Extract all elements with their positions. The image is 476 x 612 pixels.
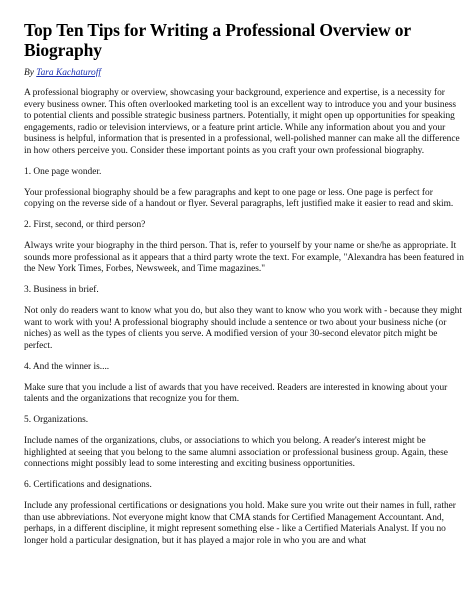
tip-heading-4: 4. And the winner is.... xyxy=(24,361,110,372)
tip-body-2: Always write your biography in the third person. That is, refer to yourself by your name or she/he as appropriate. It sounds more professional as it appears that a third party wrote the text. For example, "Alexandra has been featured in the New York Times, Forbes, Newsweek, and Time magazines." xyxy=(24,241,464,274)
byline-prefix: By xyxy=(24,68,37,78)
article-title: Top Ten Tips for Writing a Professional Overview or Biography xyxy=(24,20,411,60)
tip-body-1: Your professional biography should be a few paragraphs and kept to one page or less. One page is perfect for copying on the reverse side of a handout or flyer. Several paragraphs, left justified make it easier to read and skim. xyxy=(24,187,454,209)
tip-body-3: Not only do readers want to know what you do, but also they want to know who you work with - because they might want to work with you! A professional biography should include a sentence or two about your business niche (or niches) as well as the types of clients you serve. A modified version of your 30-second elevator pitch might be perfect. xyxy=(24,306,462,351)
tip-heading-2: 2. First, second, or third person? xyxy=(24,220,146,230)
tip-body-5: Include names of the organizations, clubs, or associations to which you belong. A reader's interest might be highlighted at seeing that you belong to the same alumni association or professional business group. Again, these connections might possibly lead to some interesting and exciting business opportunities. xyxy=(24,436,448,469)
tip-body-4: Make sure that you include a list of awards that you have received. Readers are interested in knowing about your talents and the organizations that recognize you for them. xyxy=(24,382,448,404)
tip-heading-1: 1. One page wonder. xyxy=(24,166,102,177)
tip-heading-3: 3. Business in brief. xyxy=(24,285,99,295)
byline xyxy=(24,67,464,79)
intro-paragraph: A professional biography or overview, showcasing your background, experience and expertise, is a necessity for every business owner. This often overlooked marketing tool is an excellent way to introduce you and your business to potential clients and possible strategic business partners. Potentially, it might open up opportunities for speaking engagements, radio or television interviews, or a feature print article. While any information about you and your business is helpful, information that is presented in a professional, well-polished manner can make all the difference in how others perceive you. Consider these important points as you craft your own professional biography. xyxy=(24,88,460,156)
tip-body-6: Include any professional certifications or designations you hold. Make sure you write out their names in full, rather than use abbreviations. Not everyone might know that CMA stands for Certified Management Accountant. And, perhaps, in a different discipline, it might represent something else - like a Certified Materials Analyst. If you no longer hold a particular designation, but it has played a major role in who you are and what xyxy=(24,501,456,546)
author-link[interactable]: Tara Kachaturoff xyxy=(36,68,101,78)
article-page xyxy=(24,20,464,557)
tip-heading-5: 5. Organizations. xyxy=(24,415,89,425)
tip-heading-6: 6. Certifications and designations. xyxy=(24,480,152,490)
